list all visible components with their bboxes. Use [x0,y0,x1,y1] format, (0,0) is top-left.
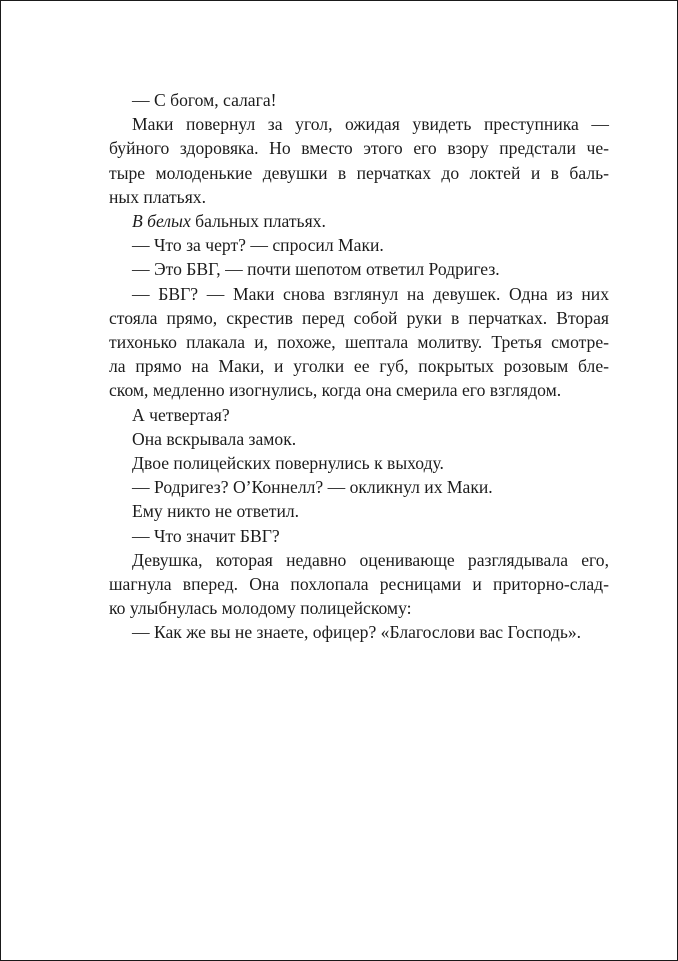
paragraph-5 [132,257,609,281]
text-line: стояла прямо, скрестив перед собой руки в перчатках. Вторая [109,307,609,328]
text-line: Маки повернул за угол, ожидая увидеть преступника — [132,114,609,135]
text-line: тихонько плакала и, похоже, шептала молитву. Третья смотре- [109,332,609,353]
paragraph-9 [132,451,609,475]
text-line: — С богом, салага! [132,90,277,110]
text-line: ла прямо на Маки, и уголки ее губ, покрытых розовым бле- [109,356,609,377]
text-line: ском, медленно изогнулись, когда она смерила его взглядом. [109,380,562,401]
text-body [109,88,609,645]
text-line: — Это БВГ, — почти шепотом ответил Родригез. [132,259,500,280]
text-line: тыре молоденькие девушки в перчатках до локтей и в баль- [109,162,609,183]
italic-emphasis: В белых [132,211,191,232]
text-line: бальных платьях. [190,211,326,232]
text-line: — Родригез? О’Коннелл? — окликнул их Маки. [132,477,493,498]
paragraph-13 [109,548,609,621]
text-line: Она вскрывала замок. [132,428,297,449]
paragraph-2 [109,112,609,209]
paragraph-1 [132,88,609,112]
text-line: Ему никто не ответил. [132,501,300,522]
text-line: А четвертая? [132,404,230,425]
text-line: Девушка, которая недавно оценивающе разглядывала его, [132,549,609,570]
paragraph-3 [132,209,609,233]
paragraph-12 [132,524,609,548]
paragraph-6 [109,282,609,403]
text-line: буйного здоровяка. Но вместо этого его взору предстали че- [109,138,609,159]
text-line: шагнула вперед. Она похлопала ресницами и приторно-слад- [109,574,609,595]
paragraph-7 [132,403,609,427]
text-line: — БВГ? — Маки снова взглянул на девушек. Одна из них [132,283,609,304]
paragraph-11 [132,499,609,523]
text-line: — Что за черт? — спросил Маки. [132,235,384,256]
paragraph-8 [132,427,609,451]
paragraph-4 [132,233,609,257]
text-line: ко улыбнулась молодому полицейскому: [109,598,412,619]
text-line: Двое полицейских повернулись к выходу. [132,453,444,474]
paragraph-10 [132,475,609,499]
text-line: ных платьях. [109,186,206,207]
text-line: — Как же вы не знаете, офицер? «Благослови вас Господь». [132,622,582,643]
text-line: — Что значит БВГ? [132,525,280,546]
paragraph-14 [132,620,609,644]
